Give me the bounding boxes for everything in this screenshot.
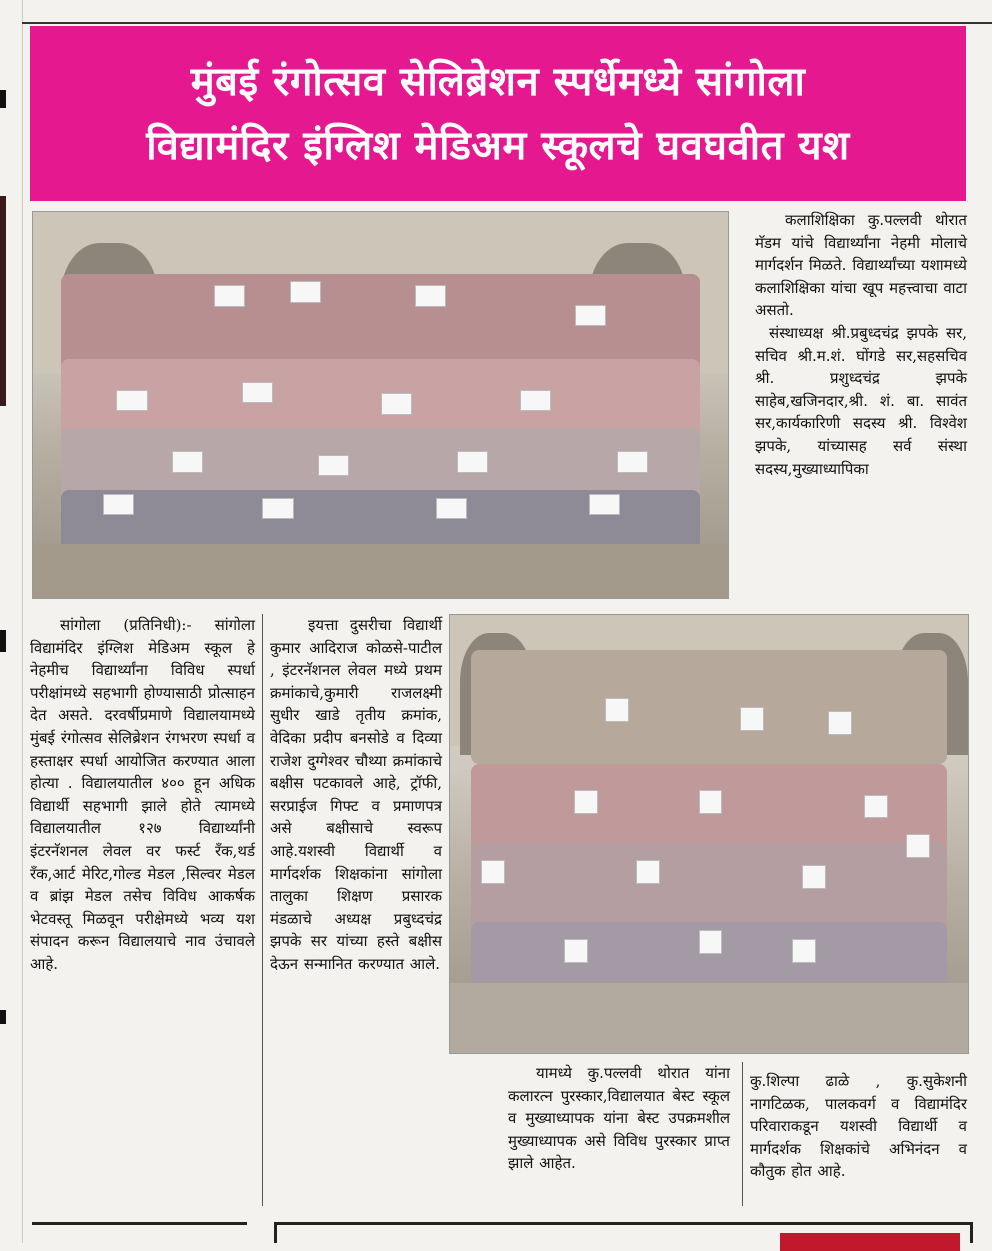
edge-mark <box>0 1010 6 1024</box>
certificate <box>214 285 245 306</box>
certificate <box>828 711 852 735</box>
photo-floor <box>450 983 968 1053</box>
certificate <box>103 494 134 515</box>
right-top-paragraph-2: संस्थाध्यक्ष श्री.प्रबुध्दचंद्र झपके सर, सचिव श्री.म.शं. घोंगडे सर,सहसचिव श्री. प्रशुध्दचंद्र झपके साहेब,खजिनदार,श्री. शं. बा. सावंत सर,कार्यकारिणी सदस्य श्री. विश्वेश झपके, यांच्यासह सर्व संस्था सदस्य,मुख्याध्यापिका <box>755 323 967 478</box>
certificate <box>574 790 598 814</box>
page-left-edge <box>0 0 23 1243</box>
certificate <box>318 455 349 476</box>
certificate <box>520 390 551 411</box>
certificate <box>564 939 588 963</box>
edge-mark <box>0 90 6 108</box>
photo-floor <box>33 544 728 598</box>
column-divider <box>262 614 263 1206</box>
edge-mark <box>0 630 6 652</box>
certificate <box>381 393 412 414</box>
column-4-text: कु.शिल्पा ढाळे , कु.सुकेशनी नागटिळक, पालकवर्ग व विद्यामंदिर परिवाराकडून यशस्वी विद्यार्थी व मार्गदर्शक शिक्षकांचे अभिनंदन व कौतुक होत आहे. <box>750 1072 967 1181</box>
certificate <box>457 451 488 472</box>
certificate <box>699 930 723 954</box>
certificate <box>740 707 764 731</box>
column-1-text: सांगोला (प्रतिनिधी):- सांगोला विद्यामंदिर इंग्लिश मेडिअम स्कूल हे नेहमीच विद्यार्थ्यांना विविध स्पर्धा परीक्षांमध्ये सहभागी होण्यासाठी प्रोत्साहन देत असते. दरवर्षीप्रमाणे विद्यालयामध्ये मुंबई रंगोत्सव सेलिब्रेशन रंगभरण स्पर्धा व हस्ताक्षर स्पर्धा आयोजित करण्यात आला होत्या . विद्यालयातील ४०० हून अधिक विद्यार्थी सहभागी झाले होते त्यामध्ये विद्यालयातील १२७ विद्यार्थ्यांनी इंटरनॅशनल लेवल वर फर्स्ट रँक,थर्ड रँक,आर्ट मेरिट,गोल्ड मेडल ,सिल्वर मेडल व ब्रांझ मेडल तसेच विविध आकर्षक भेटवस्तू मिळवून परीक्षेमध्ये भव्य यश संपादन करून विद्यालयाचे नाव उंचावले आहे. <box>30 616 255 973</box>
certificate <box>792 939 816 963</box>
certificate <box>415 285 446 306</box>
column-1 <box>30 614 255 976</box>
column-3 <box>508 1062 730 1175</box>
certificate <box>116 390 147 411</box>
column-3-text: यामध्ये कु.पल्लवी थोरात यांना कलारत्न पुरस्कार,विद्यालयात बेस्ट स्कूल व मुख्याध्यापक यांना बेस्ट उपक्रमशील मुख्याध्यापक असे विविध पुरस्कार प्राप्त झाले आहेत. <box>508 1064 730 1173</box>
column-2-text: इयत्ता दुसरीचा विद्यार्थी कुमार आदिराज कोळसे-पाटील , इंटरनॅशनल लेवल मध्ये प्रथम क्रमांकाचे,कुमारी राजलक्ष्मी सुधीर खाडे तृतीय क्रमांक, वेदिका प्रदीप बनसोडे व दिव्या राजेश दुग्गेश्वर चौथ्या क्रमांकाचे बक्षीस पटकावले आहे, ट्रॉफी, सरप्राईज गिफ्ट व प्रमाणपत्र असे बक्षीसाचे स्वरूप आहे.यशस्वी विद्यार्थी व मार्गदर्शक शिक्षकांना सांगोला तालुका शिक्षण प्रसारक मंडळाचे अध्यक्ष प्रबुध्दचंद्र झपके सर यांच्या हस्ते बक्षीस देऊन सन्मानित करण्यात आले. <box>270 616 442 973</box>
certificate <box>242 382 273 403</box>
certificate <box>636 860 660 884</box>
certificate <box>864 795 888 819</box>
group-photo-small <box>449 614 969 1054</box>
certificate <box>605 698 629 722</box>
certificate <box>172 451 203 472</box>
headline-banner <box>30 26 966 201</box>
certificate <box>589 494 620 515</box>
photo-row <box>471 650 948 764</box>
column-4 <box>750 1070 967 1183</box>
certificate <box>906 834 930 858</box>
certificate <box>481 860 505 884</box>
column-2 <box>270 614 442 976</box>
certificate <box>617 451 648 472</box>
certificate <box>802 865 826 889</box>
headline-line-1: मुंबई रंगोत्सव सेलिब्रेशन स्पर्धेमध्ये सांगोला <box>190 58 806 105</box>
certificate <box>436 498 467 519</box>
group-photo-large <box>32 211 729 599</box>
certificate <box>262 498 293 519</box>
column-divider <box>742 1062 743 1206</box>
right-top-paragraph-1: कलाशिक्षिका कु.पल्लवी थोरात मॅडम यांचे विद्यार्थ्यांना नेहमी मोलाचे मार्गदर्शन मिळते. विद्यार्थ्यांच्या यशामध्ये कलाशिक्षिका यांचा खूप महत्त्वाचा वाटा असतो. <box>755 211 967 320</box>
top-rule <box>22 0 992 24</box>
certificate <box>575 305 606 326</box>
headline-line-2: विद्यामंदिर इंग्लिश मेडिअम स्कूलचे घवघवीत यश <box>146 122 850 169</box>
certificate <box>699 790 723 814</box>
edge-mark <box>0 196 6 406</box>
next-article-rule <box>32 1222 247 1246</box>
next-article-color-block <box>780 1233 960 1251</box>
right-top-column <box>755 209 967 480</box>
certificate <box>290 281 321 302</box>
